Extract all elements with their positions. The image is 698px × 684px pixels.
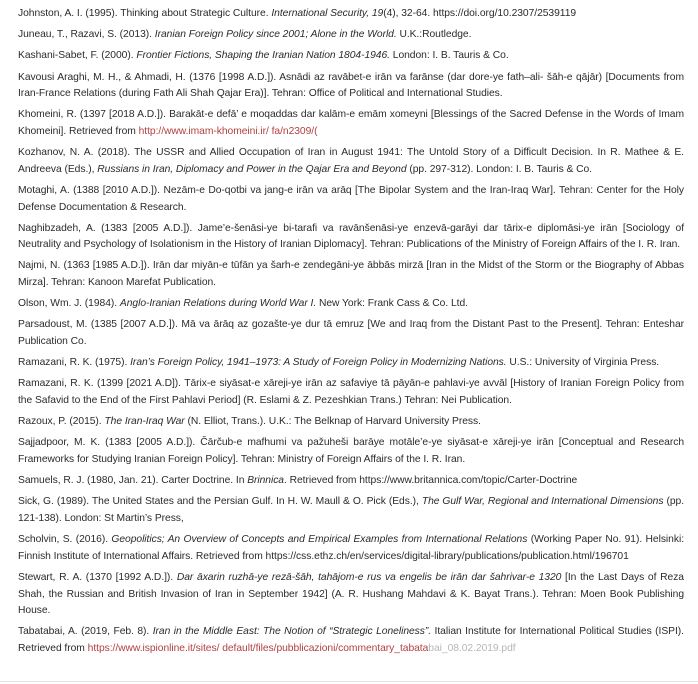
reference-text: London: I. B. Tauris & Co. <box>389 50 509 62</box>
reference-text: (N. Elliot, Trans.). U.K.: The Belknap of Harvard University Press. <box>184 416 481 428</box>
reference-entry-kozhanov <box>18 145 684 178</box>
reference-entry-kashani <box>18 48 684 65</box>
reference-text: U.K.:Routledge. <box>396 29 472 41</box>
reference-italic-title: International Security, 19 <box>271 8 384 19</box>
reference-text: Najmi, N. (1363 [1985 A.D.]). Irān dar miyān-e tūfān ya šarh-e zendegāni-ye ābbās mirzā [Iran in the Midst of the Storm or the Biography of Abbas Mirza]. Tehran: Kanoon Marefat Publication. <box>18 260 684 289</box>
reference-italic-title: Geopolitics; An Overview of Concepts and Empirical Examples from International Relations <box>111 534 528 546</box>
reference-italic-title: The Iran-Iraq War <box>104 416 185 428</box>
reference-text: Ramazani, R. K. (1975). <box>18 357 131 369</box>
reference-text: [In the Last Days of Reza Shah, the Russian and British Invasion of Iran in September 1942] (A. R. Hushang Mahdavi & K. Bayat Trans.). Tehran: Moen Book Publishing House. <box>18 571 684 617</box>
reference-entry-ramazani1399 <box>18 376 684 409</box>
reference-text: Stewart, R. A. (1370 [1992 A.D.]). <box>18 571 177 583</box>
reference-italic-title: The Gulf War, Regional and International Dimensions <box>421 496 664 508</box>
reference-text: (pp. 121-138). London: St Martin’s Press, <box>18 496 685 524</box>
reference-link[interactable]: https://www.ispionline.it/sites/ default/files/pubblicazioni/commentary_tabata <box>87 642 429 654</box>
reference-entry-samuels <box>18 473 684 490</box>
reference-entry-motaghi <box>18 183 684 216</box>
reference-italic-title: Iran’s Foreign Policy, 1941–1973: A Study of Foreign Policy in Modernizing Nations. <box>130 357 507 369</box>
reference-entry-ramazani1975 <box>18 355 684 372</box>
reference-entry-sajjadpoor <box>18 435 684 468</box>
reference-italic-title: Frontier Fictions, Shaping the Iranian Nation 1804-1946. <box>136 50 390 62</box>
reference-text: (4), 32-64. https://doi.org/10.2307/2539119 <box>383 8 577 19</box>
reference-text: bai_08.02.2019.pdf <box>428 642 516 654</box>
reference-entry-johnston <box>18 6 684 23</box>
reference-text: Naghibzadeh, A. (1383 [2005 A.D.]). Jame’e-šenāsi-ye bi-tarafi va ravānšenāsi-ye enzevā-garāyi dar tārix-e diplomāsi-ye irān [Sociology of Neutrality and Psychology of Isolationism in the History of Iranian Diplomacy]. Tehran: Publications of the Ministry of Foreign Affairs of the I. R. Iran. <box>18 222 684 251</box>
reference-text: Kashani-Sabet, F. (2000). <box>18 50 137 62</box>
reference-text: Ramazani, R. K. (1399 [2021 A.D]). Tārix-e siyāsat-e xāreji-ye irān az safaviye tā pāyān-e pahlavi-ye avvāl [History of Iranian Foreign Policy from the Safavid to the End of the First Pahlavi Period] (R. Eslami & Z. Pezeshkian Trans.) Tehran: Nei Publication. <box>18 378 684 406</box>
reference-entry-najmi <box>18 258 684 291</box>
reference-entry-juneau <box>18 27 684 44</box>
reference-list <box>18 6 684 657</box>
reference-text: (pp. 297-312). London: I. B. Tauris & Co. <box>406 163 592 175</box>
reference-link[interactable]: http://www.imam-khomeini.ir/ fa/n2309/( <box>138 125 318 137</box>
reference-italic-title: Iranian Foreign Policy since 2001; Alone in the World. <box>154 29 397 41</box>
reference-text: New York: Frank Cass & Co. Ltd. <box>316 298 468 310</box>
reference-entry-kavousi <box>18 70 684 103</box>
reference-entry-parsadoust <box>18 317 684 350</box>
reference-italic-title: Dar āxarin ruzhā-ye rezā-šāh, tahājom-e rus va engelis be irān dar šahrivar-e 1320 <box>176 571 562 583</box>
reference-text: Sick, G. (1989). The United States and the Persian Gulf. In H. W. Maull & O. Pick (Eds.), <box>18 496 422 508</box>
reference-text: Kozhanov, N. A. (2018). The USSR and Allied Occupation of Iran in August 1941: The Untold Story of a Difficult Decision. In R. Mathee & E. Andreeva (Eds.), <box>18 147 684 175</box>
reference-text: Scholvin, S. (2016). <box>18 534 112 546</box>
reference-entry-stewart <box>18 570 684 620</box>
reference-entry-razoux <box>18 414 684 431</box>
reference-text: Motaghi, A. (1388 [2010 A.D.]). Nezām-e Do-qotbi va jang-e irān va arāq [The Bipolar System and the Iran-Iraq War]. Tehran: Center for the Holy Defense Documentation & Research. <box>18 184 684 213</box>
reference-text: Olson, Wm. J. (1984). <box>18 298 120 310</box>
reference-text: (Working Paper No. 91). Helsinki: Finnish Institute of International Affairs. Retrieved from https://css.ethz.ch/en/services/digital-library/publications/publication.html/196701 <box>18 534 684 562</box>
reference-entry-tabatabai <box>18 624 684 657</box>
reference-entry-scholvin <box>18 532 684 565</box>
reference-text: Razoux, P. (2015). <box>18 416 105 428</box>
bottom-divider <box>0 681 698 682</box>
reference-text: . Retrieved from https://www.britannica.com/topic/Carter-Doctrine <box>284 475 578 487</box>
reference-text: Kavousi Araghi, M. H., & Ahmadi, H. (1376 [1998 A.D.]). Asnādi az ravābet-e irān va farānse (dar dore-ye fath–ali- šāh-e qājār) [Documents from Iran-France Relations (during Fath Ali Shah Qajar Era)]. Tehran: Office of Political and International Studies. <box>18 71 684 100</box>
reference-italic-title: Russians in Iran, Diplomacy and Power in the Qajar Era and Beyond <box>97 163 407 175</box>
reference-entry-sick <box>18 494 684 527</box>
reference-text: Sajjadpoor, M. K. (1383 [2005 A.D.]). Čārčub-e mafhumi va pažuheši barāye motāle’e-ye siyāsat-e xāreji-ye irān [Conceptual and Research Frameworks for Studying Iranian Foreign Policy]. Tehran: Ministry of Foreign Affairs of the I. R. Iran. <box>18 437 684 465</box>
reference-text: Parsadoust, M. (1385 [2007 A.D.]). Mā va ārāq az gozašte-ye dur tā emruz [We and Iraq from the Distant Past to the Present]. Tehran: Enteshar Publication Co. <box>18 319 684 348</box>
reference-text: Samuels, R. J. (1980, Jan. 21). Carter Doctrine. In <box>18 475 248 487</box>
reference-entry-olson <box>18 296 684 313</box>
reference-italic-title: Brinnica <box>247 475 284 487</box>
reference-entry-khomeini <box>18 107 684 140</box>
reference-text: Italian Institute for International Political Studies (ISPI). Retrieved from <box>18 626 684 654</box>
reference-text: Johnston, A. I. (1995). Thinking about Strategic Culture. <box>18 8 272 19</box>
reference-text: U.S.: University of Virginia Press. <box>506 357 660 369</box>
reference-text: Juneau, T., Razavi, S. (2013). <box>18 29 155 41</box>
reference-text: Tabatabai, A. (2019, Feb. 8). <box>18 626 153 638</box>
reference-italic-title: Anglo-Iranian Relations during World War I. <box>119 298 317 310</box>
reference-text: Khomeini, R. (1397 [2018 A.D.]). Barakāt-e defā’ e moqaddas dar kalām-e emām xomeyni [Blessings of the Sacred Defense in the Words of Imam Khomeini]. Retrieved from <box>18 109 684 137</box>
reference-entry-naghibzadeh <box>18 221 684 254</box>
reference-italic-title: Iran in the Middle East: The Notion of “Strategic Loneliness”. <box>152 626 432 638</box>
